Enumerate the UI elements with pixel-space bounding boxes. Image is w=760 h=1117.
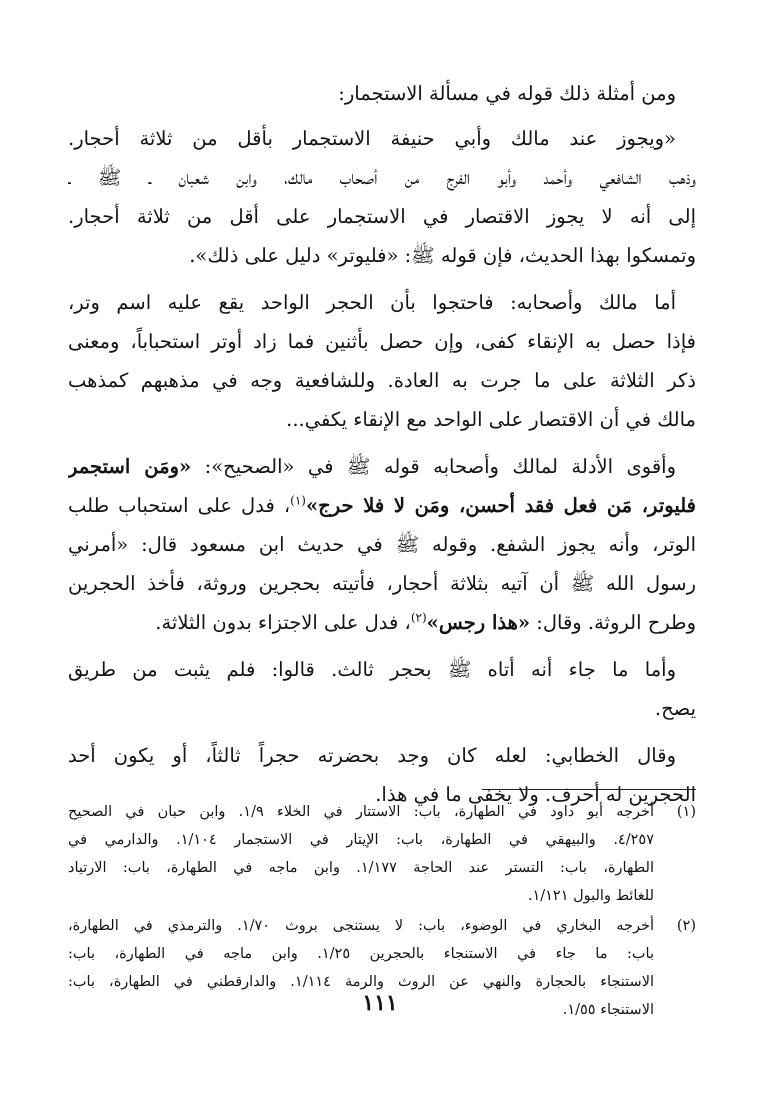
text-line <box>68 447 696 486</box>
text-line: وذهب الشافعي وأحمد وأبو الفرج من أصحاب مالك، وابن شعبان ـ ﷺ ـ <box>68 166 696 189</box>
footnote-line: للغائط والبول ١/١٢١. <box>527 888 654 904</box>
maliki-paragraph <box>68 283 696 439</box>
text-line: رسول الله ﷺ أن آتيه بثلاثة أحجار، فأتيته بحجرين وروثة، فأخذ الحجرين <box>68 572 696 595</box>
footnote-line: الاستنجاء بالحجارة والنهي عن الروث والرمة ١/١١٤. والدارقطني في الطهارة، باب: <box>68 974 654 990</box>
text-line: فإذا حصل به الإنقاء كفى، وإن حصل بأثنين فما زاد أوتر استحباباً، ومعنى <box>68 330 696 353</box>
text-line: إلى أنه لا يجوز الاقتصار في الاستجمار على أقل من ثلاثة أحجار. <box>68 205 696 228</box>
text-line: الوتر، وأنه يجوز الشفع. وقوله ﷺ في حديث ابن مسعود قال: «أمرني <box>68 533 696 556</box>
footnote-line: ٤/٢٥٧. والبيهقي في الطهارة، باب: الإيتار في الاستجمار ١/١٠٤. والدارمي في <box>68 832 654 848</box>
footnote-line: أخرجه البخاري في الوضوء، باب: لا يستنجى بروث ١/٧٠. والترمذي في الطهارة، <box>68 918 654 934</box>
hadith-quote: فليوتر، مَن فعل فقد أحسن، ومَن لا فلا حرج» <box>305 494 696 517</box>
text-line: ومن أمثلة ذلك قوله في مسألة الاستجمار: <box>338 82 676 105</box>
text-line: وقال الخطابي: لعله كان وجد بحضرته حجراً ثالثاً، أو يكون أحد <box>68 744 676 767</box>
footnote-divider <box>482 789 696 790</box>
footnote-line: الطهارة، باب: التستر عند الحاجة ١/١٧٧. وابن ماجه في الطهارة، باب: الارتياد <box>68 860 654 876</box>
page-number: ١١١ <box>362 990 398 1016</box>
text-line: «ويجوز عند مالك وأبي حنيفة الاستجمار بأقل من ثلاثة أحجار. <box>68 127 676 150</box>
text-run: وأقوى الأدلة لمالك وأصحابه قوله ﷺ في «الصحيح»: <box>191 455 676 478</box>
page-content <box>68 74 696 1018</box>
footnote-line: أخرجه أبو داود في الطهارة، باب: الاستتار في الخلاء ١/٩. وابن حبان في الصحيح <box>68 804 654 820</box>
footnote-ref: (١) <box>290 493 306 508</box>
footnote-line: الاستنجاء ١/٥٥. <box>562 1002 654 1018</box>
text-line: مالك في أن الاقتصار على الواحد مع الإنقاء يكفي... <box>286 408 696 431</box>
text-line: أما مالك وأصحابه: فاحتجوا بأن الحجر الواحد يقع عليه اسم وتر، <box>68 291 676 314</box>
evidence-paragraph <box>68 447 696 642</box>
footnote-line: باب: ما جاء في الاستنجاء بالحجرين ١/٢٥. وابن ماجه في الطهارة، باب: <box>68 946 654 962</box>
text-run: وطرح الروثة. وقال: <box>530 611 696 634</box>
text-line <box>68 486 696 525</box>
footnote-number: (١) <box>676 804 696 820</box>
text-line: يصح. <box>654 697 696 720</box>
footnote-1 <box>68 798 696 910</box>
hadith-quote: «ومَن استجمر <box>68 455 192 478</box>
text-run: ، فدل على استحباب طلب <box>68 494 291 517</box>
text-line: الحجرين له أحرف. ولا يخفى ما في هذا. <box>375 783 696 806</box>
footnote-number: (٢) <box>676 918 696 934</box>
hadith-quote: «هذا رجس» <box>426 611 531 634</box>
intro-paragraph <box>68 74 696 113</box>
footnote-ref: (٢) <box>410 610 427 625</box>
third-stone-paragraph <box>68 650 696 728</box>
text-line: ذكر الثلاثة على ما جرت به العادة. وللشافعية وجه في مذهبهم كمذهب <box>68 369 696 392</box>
quote-paragraph <box>68 119 696 275</box>
text-line: وتمسكوا بهذا الحديث، فإن قوله ﷺ: «فليوتر» دليل على ذلك». <box>189 244 696 267</box>
text-run: ، فدل على الاجتزاء بدون الثلاثة. <box>155 611 411 634</box>
text-line <box>68 603 696 642</box>
text-line: وأما ما جاء أنه أتاه ﷺ بحجر ثالث. قالوا: فلم يثبت من طريق <box>68 658 676 681</box>
